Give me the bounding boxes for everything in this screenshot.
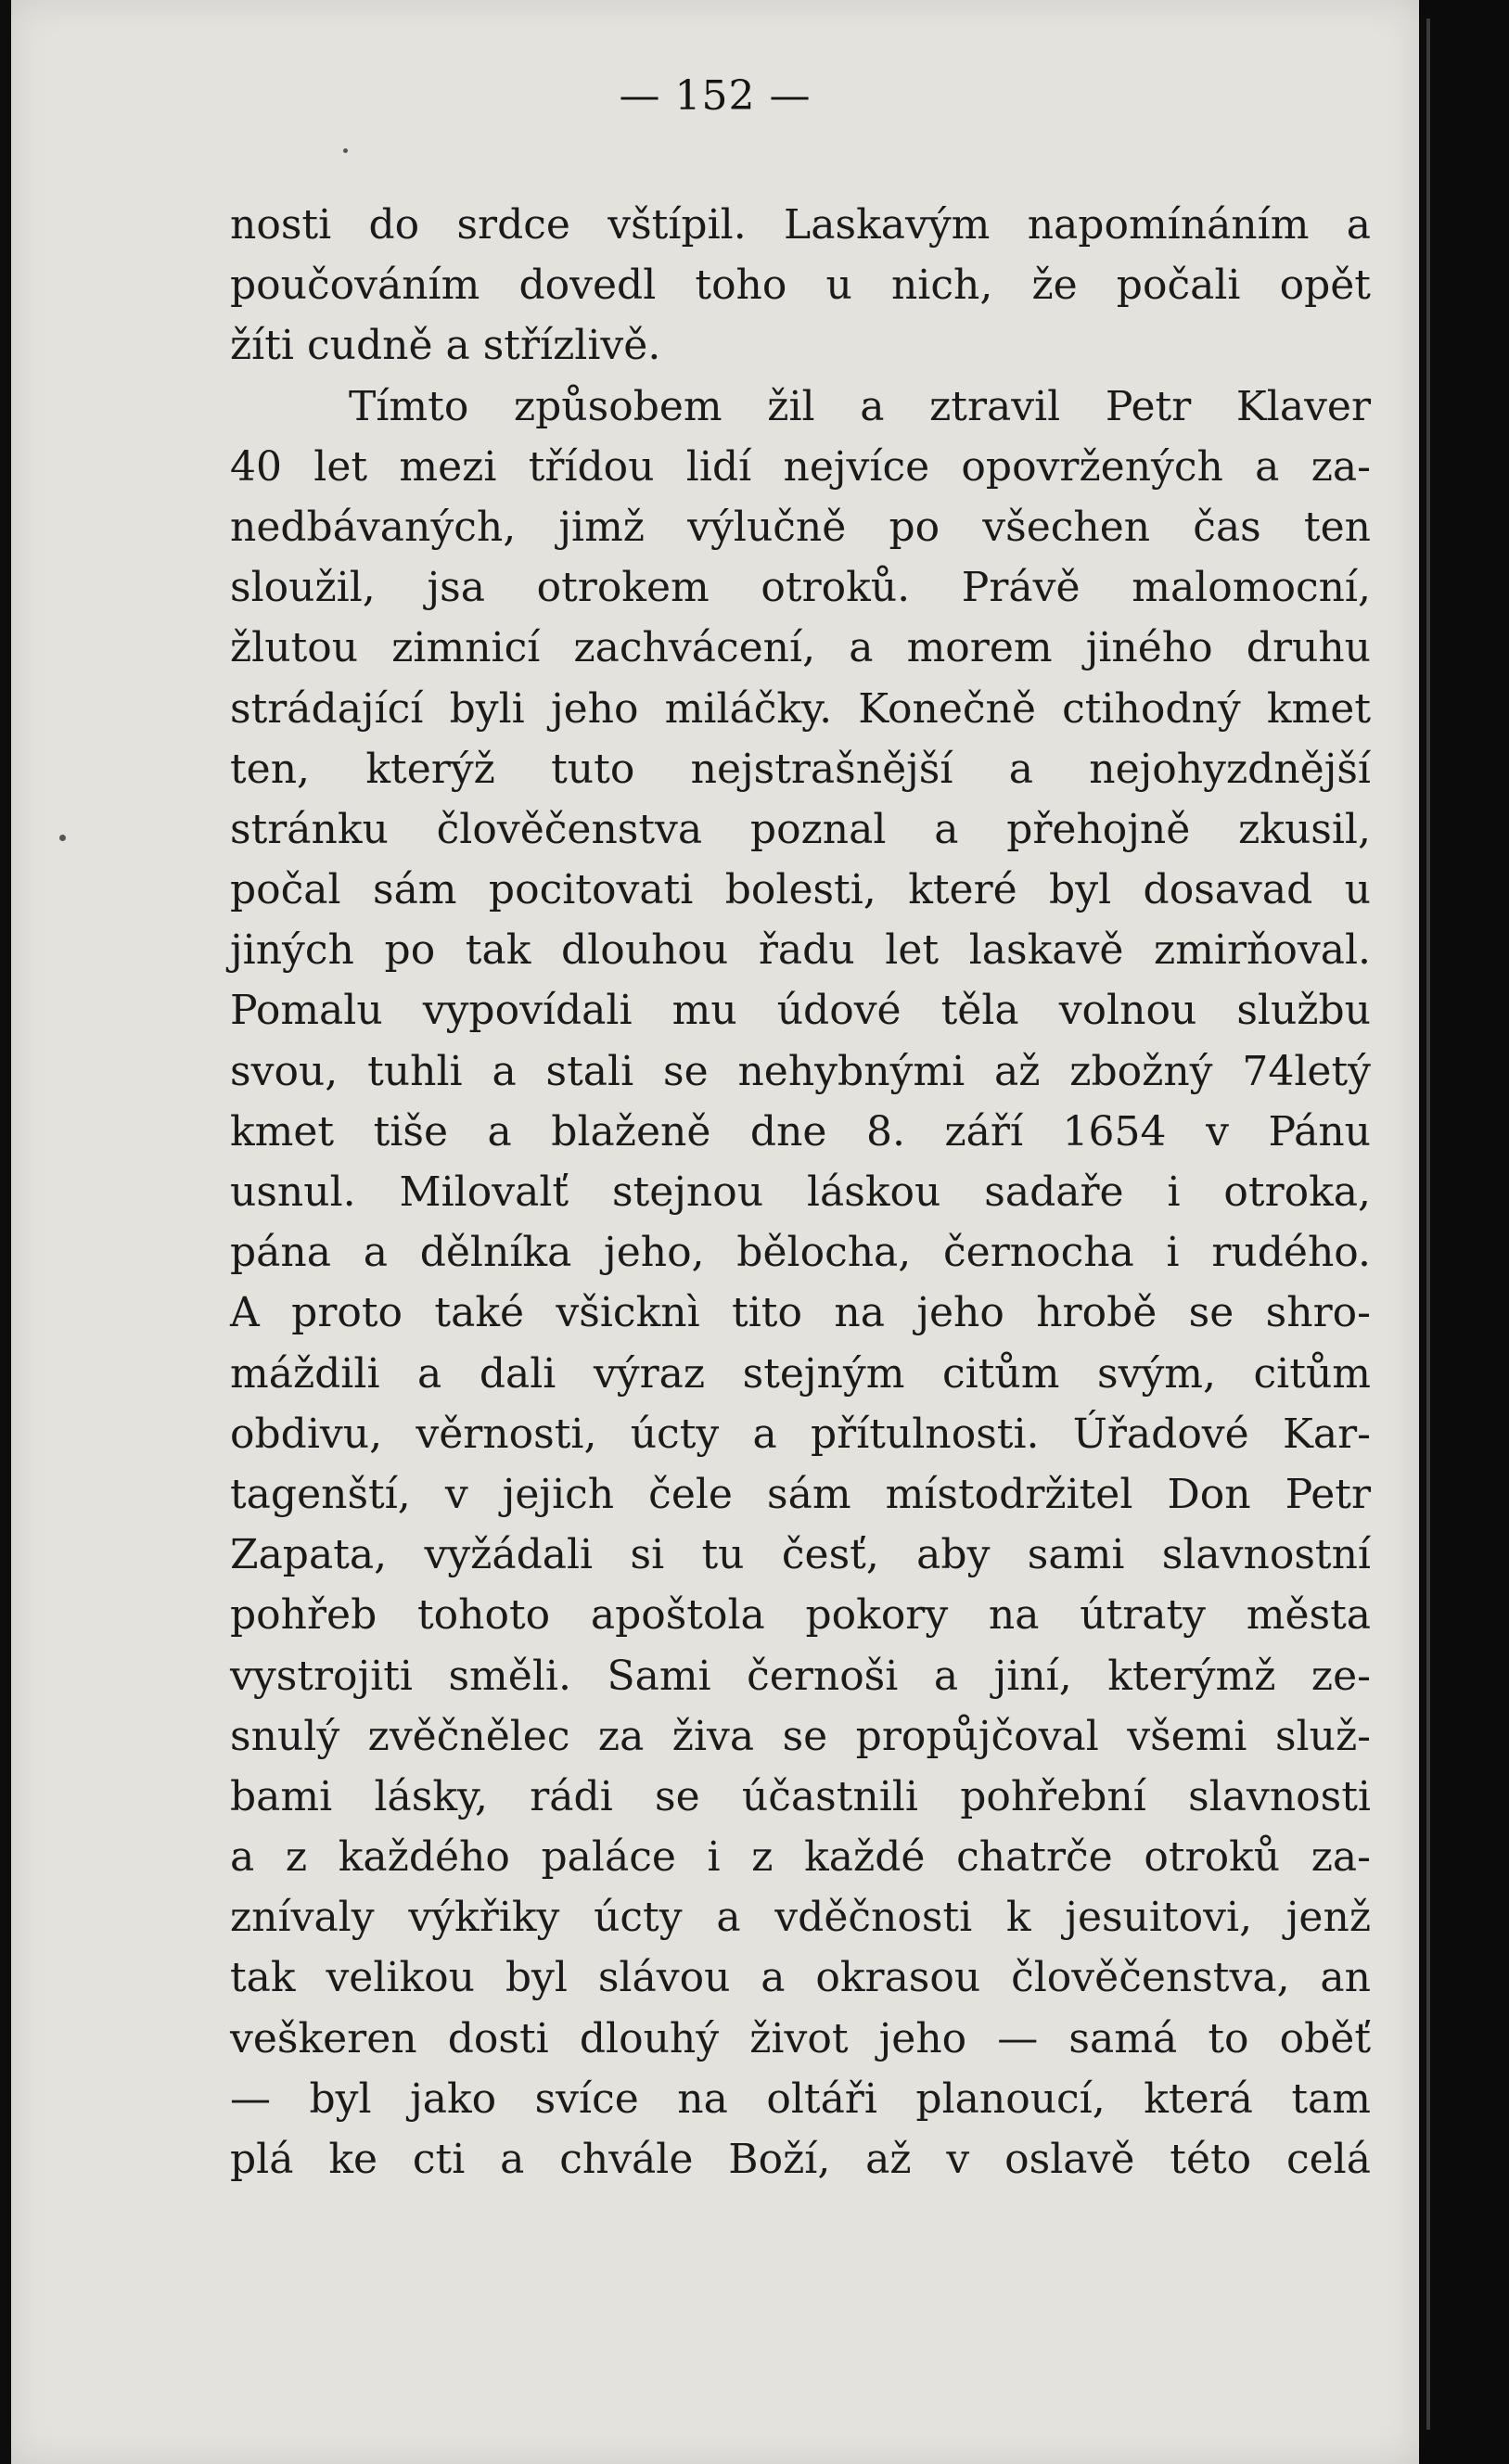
text-line: plá ke cti a chvále Boží, až v oslavě této celá — [230, 2136, 1371, 2183]
text-line: pohřeb tohoto apoštola pokory na útraty města — [230, 1591, 1371, 1640]
page-number: — 152 — — [619, 72, 812, 120]
text-line: Pomalu vypovídali mu údové těla volnou službu — [230, 987, 1371, 1035]
text-line: znívaly výkřiky úcty a vděčnosti k jesuitovi, jenž — [230, 1894, 1371, 1942]
book-page — [11, 0, 1419, 2464]
text-line: a z každého paláce i z každé chatrče otroků za- — [230, 1833, 1371, 1882]
text-line: usnul. Milovalť stejnou láskou sadaře i otroka, — [230, 1168, 1371, 1216]
text-line: tagenští, v jejich čele sám místodržitel Don Petr — [230, 1470, 1371, 1518]
text-line: počal sám pocitovati bolesti, které byl dosavad u — [230, 866, 1371, 914]
text-line: poučováním dovedl toho u nich, že počali opět — [230, 262, 1371, 310]
text-line: pána a dělníka jeho, bělocha, černocha i rudého. — [230, 1229, 1371, 1277]
text-line: snulý zvěčnělec za živa se propůjčoval všemi služ- — [230, 1712, 1371, 1760]
book-spine-shadow — [1419, 0, 1509, 2464]
text-line: máždili a dali výraz stejným citům svým, citům — [230, 1349, 1371, 1398]
text-line: tak velikou byl slávou a okrasou člověčenstva, an — [230, 1954, 1371, 2002]
text-line: bami lásky, rádi se účastnili pohřební slavnosti — [230, 1772, 1371, 1820]
text-line: sloužil, jsa otrokem otroků. Právě malomocní, — [230, 564, 1371, 612]
text-line: obdivu, věrnosti, úcty a přítulnosti. Úřadové Kar- — [230, 1410, 1371, 1458]
text-line: 40 let mezi třídou lidí nejvíce opovržených a za- — [230, 442, 1371, 491]
text-line: vystrojiti směli. Sami černoši a jiní, kterýmž ze- — [230, 1652, 1371, 1700]
text-line: A proto také všicknì tito na jeho hrobě se shro- — [230, 1289, 1371, 1337]
text-line: strádající byli jeho miláčky. Konečně ctihodný kmet — [230, 684, 1371, 733]
text-line: — byl jako svíce na oltáři planoucí, která tam — [230, 2075, 1371, 2123]
text-line: stránku člověčenstva poznal a přehojně zkusil, — [230, 805, 1371, 853]
text-line: svou, tuhli a stali se nehybnými až zbožný 74letý — [230, 1047, 1371, 1095]
text-line: kmet tiše a blaženě dne 8. září 1654 v Pánu — [230, 1107, 1371, 1155]
text-line: Tímto způsobem žil a ztravil Petr Klaver — [349, 382, 1371, 430]
text-line: veškeren dosti dlouhý život jeho — samá to oběť — [230, 2014, 1371, 2062]
text-line: žlutou zimnicí zachvácení, a morem jiného druhu — [230, 624, 1371, 672]
text-line: jiných po tak dlouhou řadu let laskavě zmirňoval. — [230, 926, 1371, 975]
text-line: nosti do srdce vštípil. Laskavým napomínáním a — [230, 201, 1371, 249]
text-line: Zapata, vyžádali si tu česť, aby sami slavnostní — [230, 1531, 1371, 1579]
paper-speck — [59, 835, 66, 841]
text-line: nedbávaných, jimž výlučně po všechen čas ten — [230, 503, 1371, 551]
paper-speck — [343, 148, 348, 153]
text-line: ten, kterýž tuto nejstrašnější a nejohyzdnější — [230, 745, 1371, 793]
text-line: žíti cudně a střízlivě. — [230, 322, 661, 370]
page-edge-line — [1426, 19, 1430, 2430]
body-text — [230, 195, 1371, 2190]
